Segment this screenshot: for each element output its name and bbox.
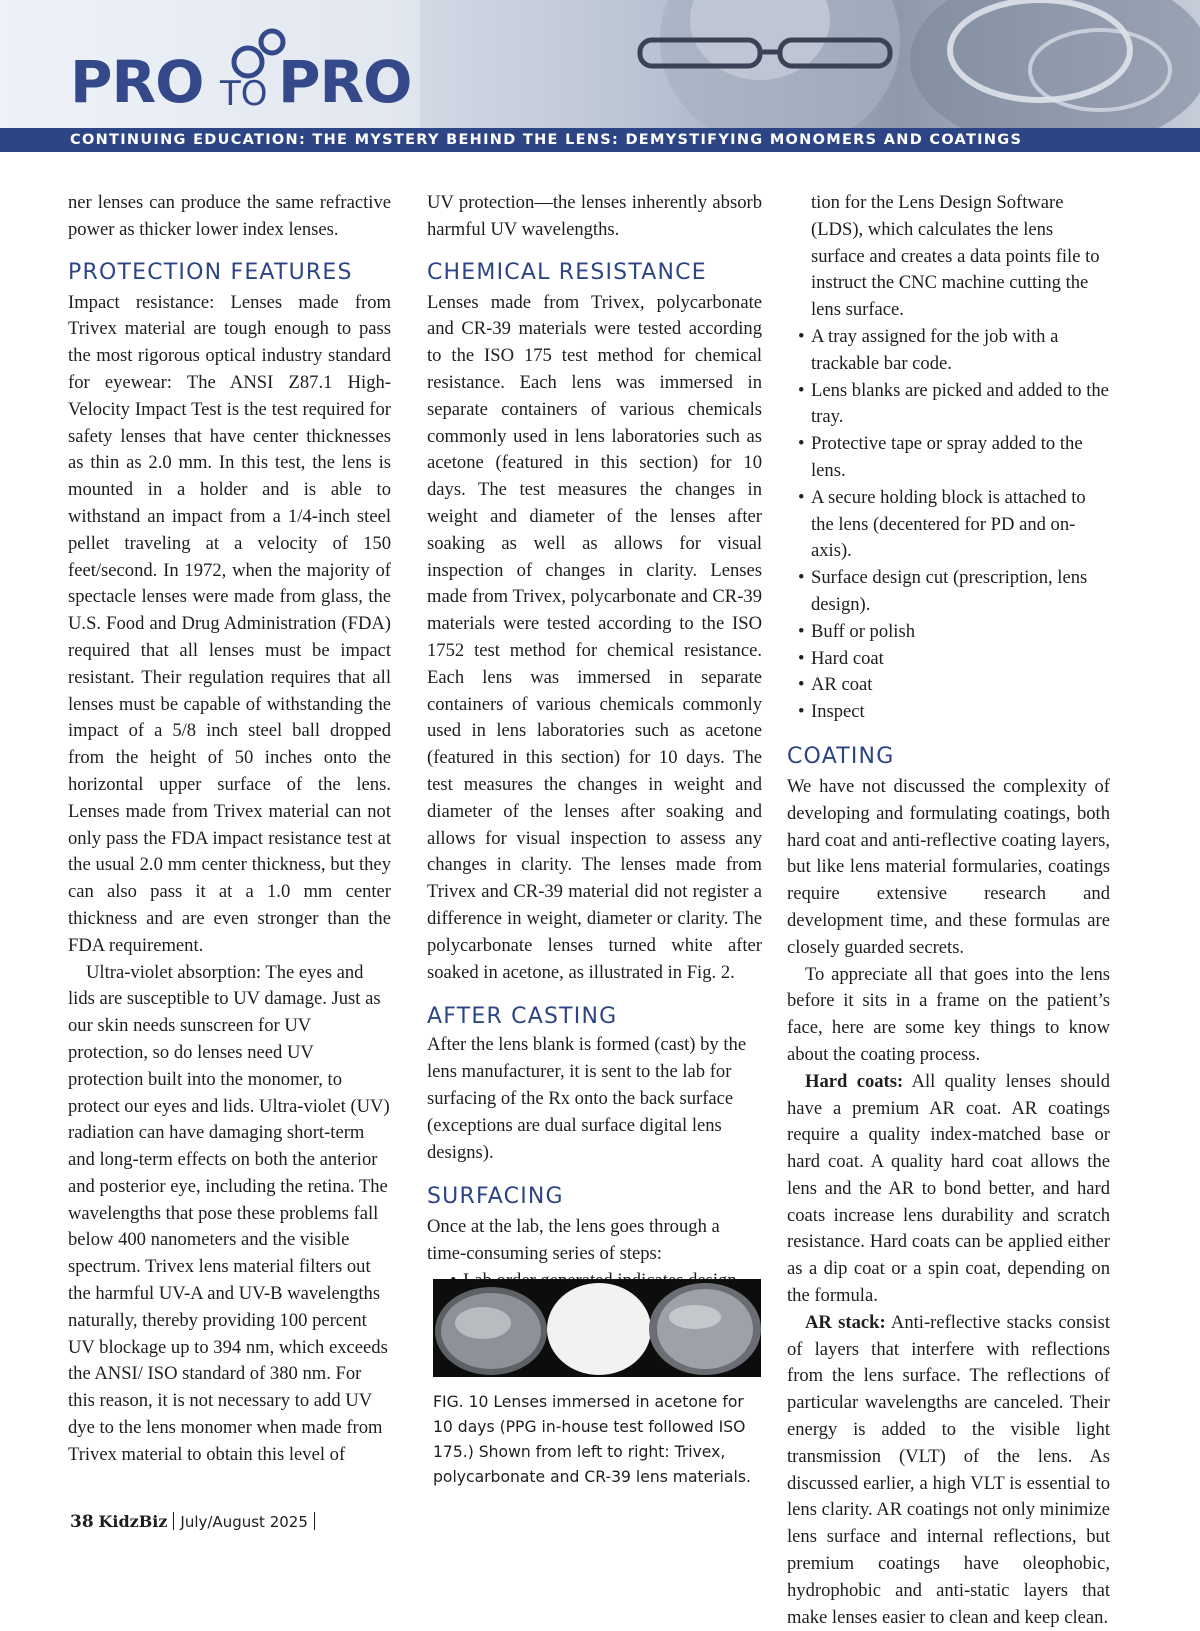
list-item: • Lens blanks are picked and added to the tray. xyxy=(787,378,1110,432)
column-1 xyxy=(68,190,391,1469)
logo-pro-right: PRO xyxy=(278,48,412,116)
issue-date: July/August 2025 xyxy=(180,1513,308,1531)
col2-chemical-text: Lenses made from Trivex, polycarbonate and CR-39 materials were tested according to the ISO 175 test method for chemical resistance. Each lens was immersed in separate containers of various chemicals commonly used in lens laboratories such as acetone (featured in this section) for 10 days. The test measures the changes in weight and diameter of the lenses after soaking as well as allows for visual inspection of changes in clarity. Lenses made from Trivex, polycarbonate and CR-39 materials were tested according to the ISO 1752 test method for chemical resistance. Each lens was immersed in separate containers of various chemicals commonly used in lens laboratories such as acetone (featured in this section) for 10 days. The test measures the changes in weight and diameter of the lenses after soaking and allows for visual inspection to assess any changes in clarity. The lenses made from Trivex and CR-39 material did not register a difference in weight, diameter or clarity. The polycarbonate lenses turned white after soaked in acetone, as illustrated in Fig. 2. xyxy=(427,291,762,983)
col3-continued: tion for the Lens Design Software (LDS), which calculates the lens surface and creates a data points file to instruct the CNC machine cutting the lens surface. xyxy=(811,192,1100,321)
lens-photo xyxy=(433,1279,761,1377)
col2-after-casting-text: After the lens blank is formed (cast) by the lens manufacturer, it is sent to the lab for surfacing of the Rx onto the back surface (exceptions are dual surface digital lens designs). xyxy=(427,1034,747,1163)
logo-pro-left: PRO xyxy=(70,48,204,116)
footer-divider-end xyxy=(314,1512,315,1530)
col3-coating-intro: We have not discussed the complexity of developing and formulating coatings, both hard coat and anti-reflective coating layers, but like lens material formularies, coatings require extensive research and development time, and these formulas are closely guarded secrets. xyxy=(787,775,1110,958)
heading-chemical-resistance: CHEMICAL RESISTANCE xyxy=(427,259,707,285)
col2-surfacing-text: Once at the lab, the lens goes through a time-consuming series of steps: xyxy=(427,1216,720,1265)
header xyxy=(0,0,1200,128)
banner-title: CONTINUING EDUCATION: THE MYSTERY BEHIND THE LENS: DEMYSTIFYING MONOMERS AND COATINGS xyxy=(70,132,1023,148)
col1-impact-resistance: Impact resistance: Lenses made from Trivex material are tough enough to pass the most rigorous optical industry standard for eyewear: The ANSI Z87.1 High-Velocity Impact Test is the test required for safety lenses that have center thicknesses as thin as 2.0 mm. In this test, the lens is mounted in a holder and is able to withstand an impact from a 1/4-inch steel pellet traveling at a velocity of 150 feet/second. In 1972, when the majority of spectacle lenses were made from glass, the U.S. Food and Drug Administration (FDA) required that all lenses must be impact resistant. Their regulation requires that all lenses must be capable of withstanding the impact of a 5/8 inch steel ball dropped from the height of 50 inches onto the horizontal upper surface of the lens. Lenses made from Trivex material can not only pass the FDA impact resistance test at the usual 2.0 mm center thickness, but they can also pass it at a 1.0 mm center thickness and are even stronger than the FDA requirement. xyxy=(68,291,391,956)
list-item: • Inspect xyxy=(787,699,1110,726)
col1-intro: ner lenses can produce the same refractive power as thicker lower index lenses. xyxy=(68,192,391,240)
ar-stack-lead: AR stack: xyxy=(805,1311,886,1333)
col3-coating-appreciate: To appreciate all that goes into the lens before it sits in a frame on the patient’s face, here are some key things to know about the coating process. xyxy=(787,963,1110,1065)
list-item: • AR coat xyxy=(787,672,1110,699)
heading-after-casting: AFTER CASTING xyxy=(427,1004,618,1030)
footer-divider xyxy=(173,1512,174,1530)
hard-coats-lead: Hard coats: xyxy=(805,1070,904,1092)
col3-surfacing-list xyxy=(787,324,1110,726)
section-banner xyxy=(0,128,1200,152)
list-item: • A secure holding block is attached to the lens (decentered for PD and on-axis). xyxy=(787,485,1110,565)
magazine-name: KidzBiz xyxy=(98,1512,168,1531)
heading-protection-features: PROTECTION FEATURES xyxy=(68,259,353,285)
heading-surfacing: SURFACING xyxy=(427,1184,564,1210)
list-item: • Surface design cut (prescription, lens design). xyxy=(787,565,1110,619)
footer xyxy=(70,1512,321,1532)
list-item: • Hard coat xyxy=(787,646,1110,673)
column-2 xyxy=(427,190,762,1321)
list-item: • Buff or polish xyxy=(787,619,1110,646)
hard-coats-text: All quality lenses should have a premium AR coat. AR coatings require a quality index-matched base or hard coat. A quality hard coat allows the lens and the AR to bond better, and hard coats increase lens durability and scratch resistance. Hard coats can be applied either as a dip coat or a spin coat, depending on the formula. xyxy=(787,1070,1111,1307)
page-number: 38 xyxy=(70,1512,94,1532)
ar-stack-text: Anti-reflective stacks consist of layers that interfere with reflections from the lens surface. The reflections of particular wavelengths are canceled. Their energy is added to the visible light transmission (VLT) of the lens. As discussed earlier, a high VLT is essential to lens clarity. AR coatings not only minimize lens surface and internal reflections, but premium coatings have oleophobic, hydrophobic and anti-static layers that make lenses easier to clean and keep clean. xyxy=(787,1311,1111,1628)
list-item: • A tray assigned for the job with a trackable bar code. xyxy=(787,324,1110,378)
column-3 xyxy=(787,190,1110,1631)
col1-uv-absorption: Ultra-violet absorption: The eyes and lids are susceptible to UV damage. Just as our skin needs sunscreen for UV protection, so do lenses need UV protection built into the monomer, to protect our eyes and lids. Ultra-violet (UV) radiation can have damaging short-term and long-term effects on both the anterior and posterior eye, including the retina. The wavelengths that pose these problems fall below 400 nanometers and the visible spectrum. Trivex lens material filters out the harmful UV-A and UV-B wavelengths naturally, thereby providing 100 percent UV blockage up to 394 nm, which exceeds the ANSI/ ISO standard of 380 nm. For this reason, it is not necessary to add UV dye to the lens monomer when made from Trivex material to obtain this level of xyxy=(68,961,390,1465)
list-item: • Protective tape or spray added to the lens. xyxy=(787,431,1110,485)
figure-caption: FIG. 10 Lenses immersed in acetone for 10 days (PPG in-house test followed ISO 175.) Shown from left to right: Trivex, polycarbonate and CR-39 lens materials. xyxy=(433,1393,751,1486)
logo-to: TO xyxy=(220,74,268,114)
figure-lenses-acetone xyxy=(433,1279,761,1377)
col3-hard-coats xyxy=(787,1069,1110,1310)
col2-uv-continued: UV protection—the lenses inherently absorb harmful UV wavelengths. xyxy=(427,192,762,240)
col3-ar-stack xyxy=(787,1310,1110,1631)
heading-coating: COATING xyxy=(787,743,895,769)
